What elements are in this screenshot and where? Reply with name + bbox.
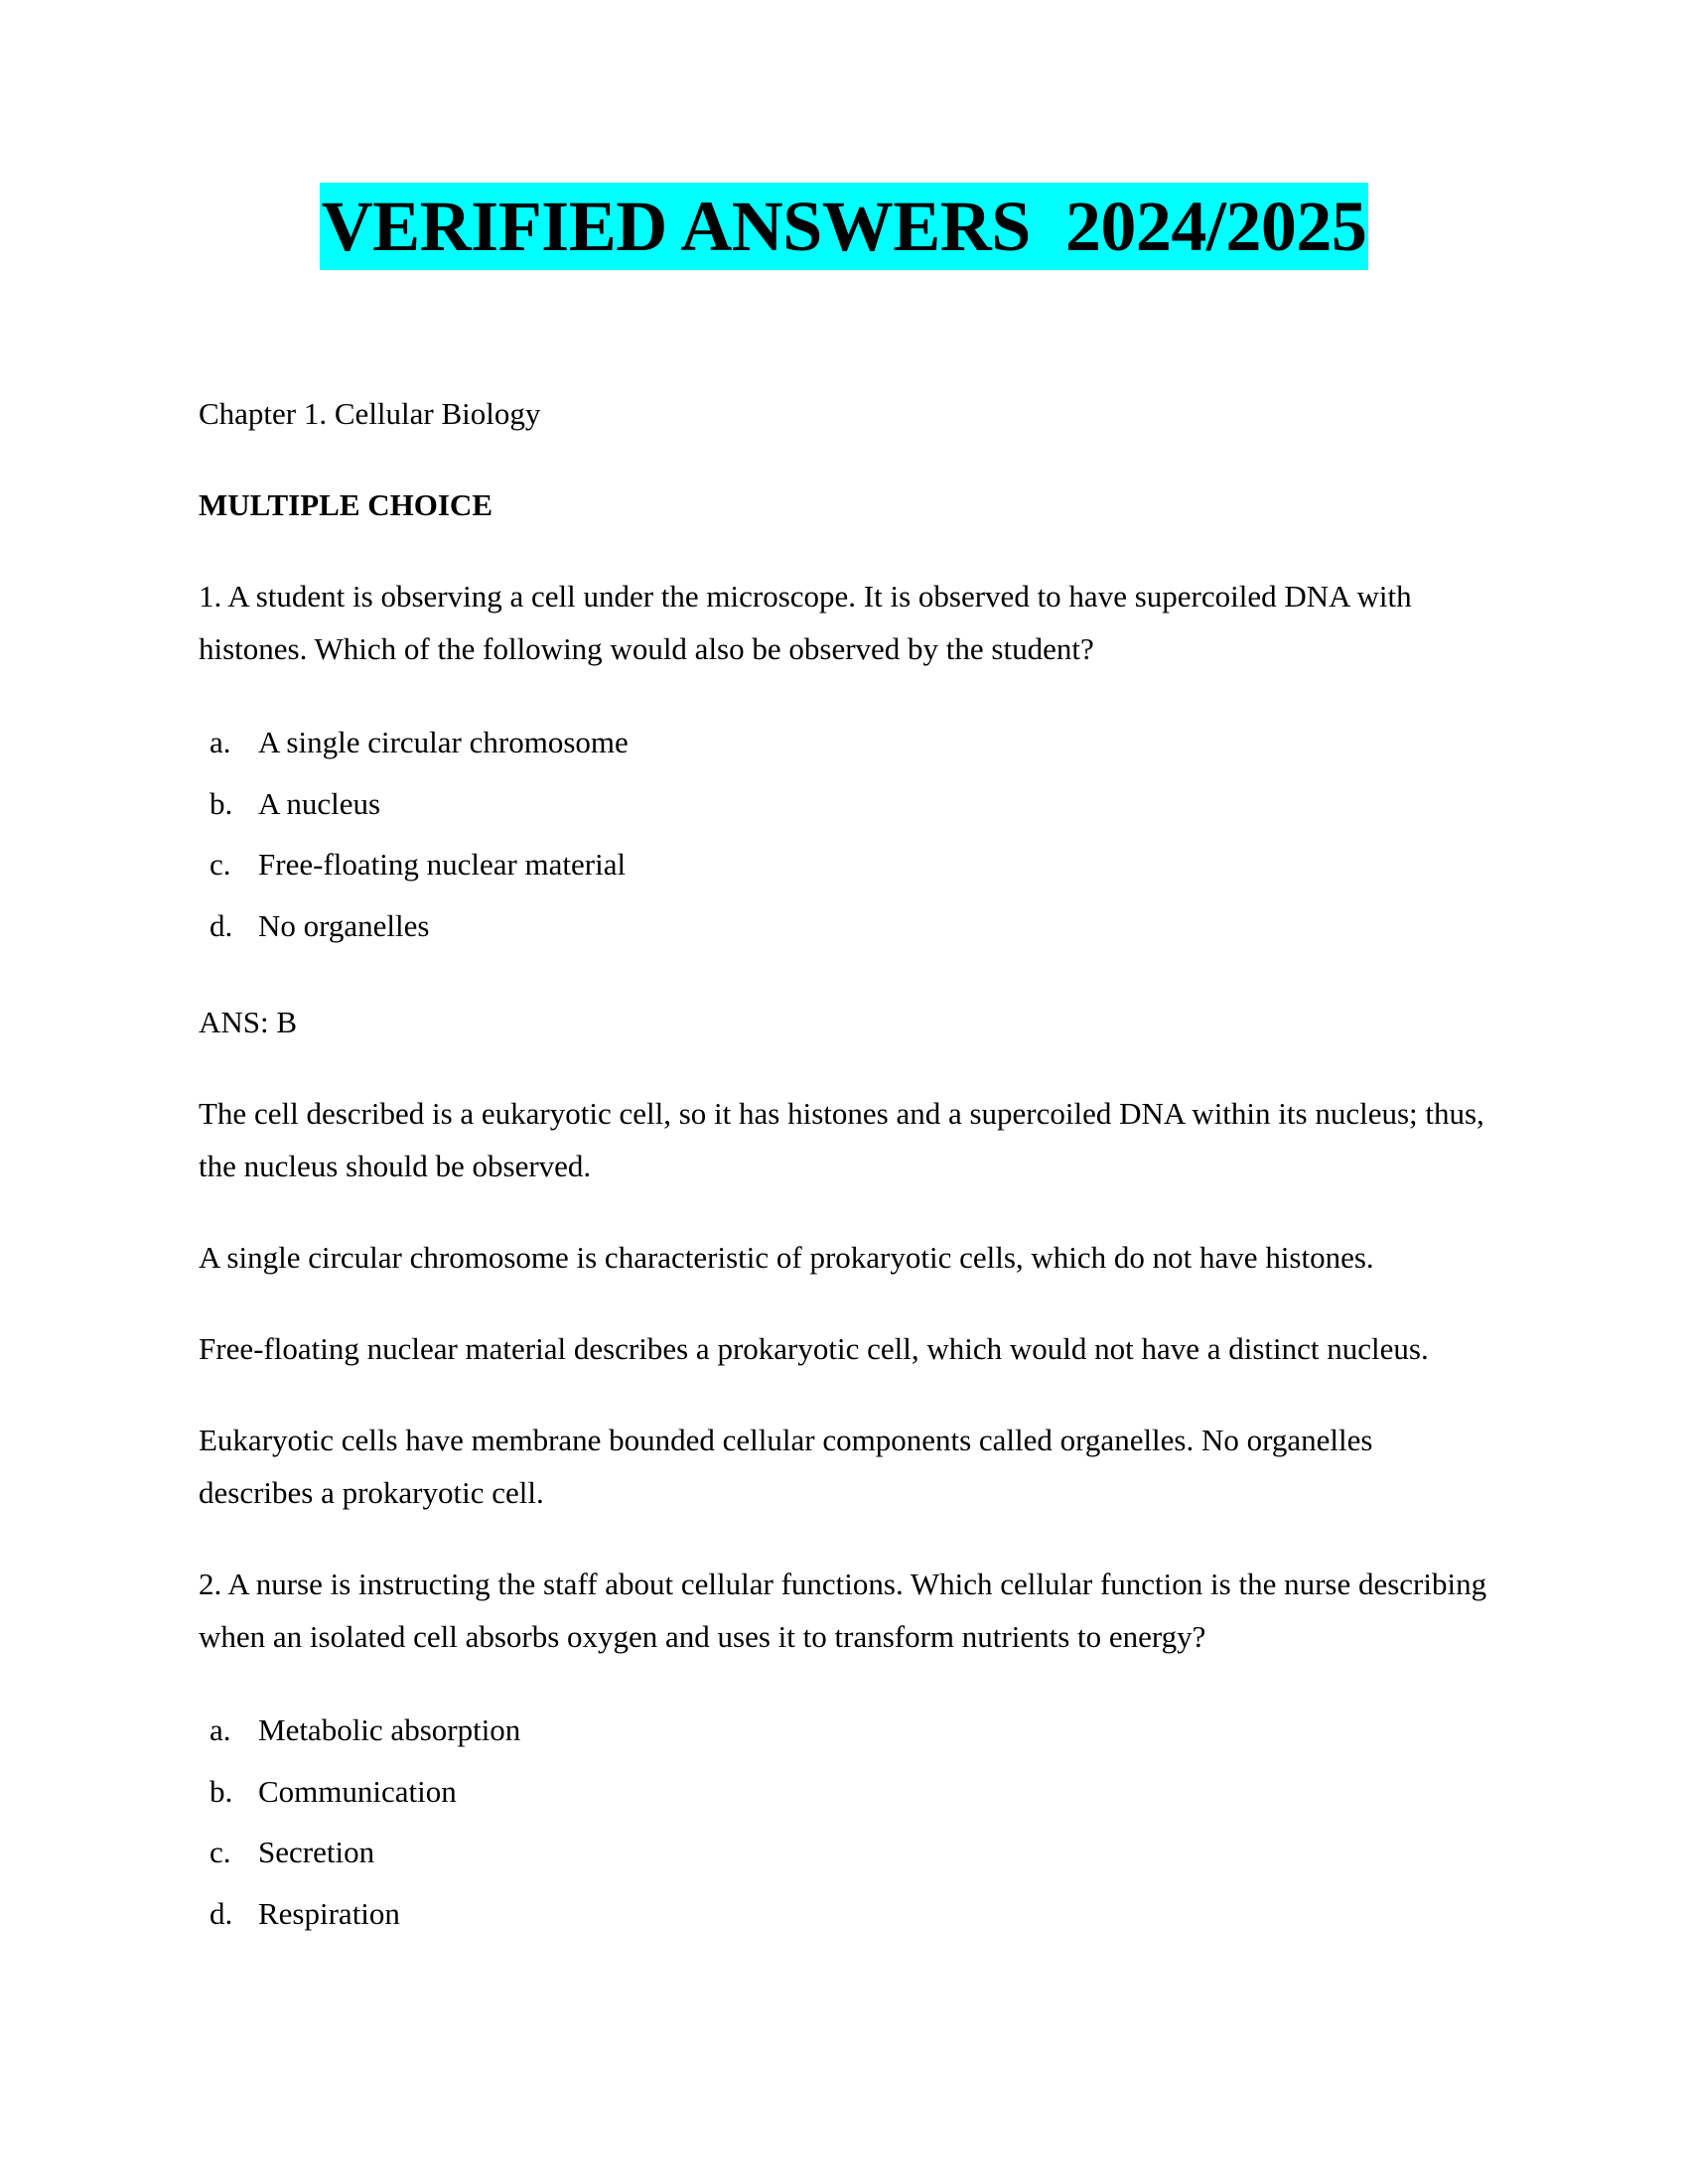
option-item (199, 712, 1489, 773)
option-text: No organelles (258, 907, 430, 943)
explanation-paragraph: Free-floating nuclear material describes a prokaryotic cell, which would not have a distinct nucleus. (199, 1331, 1429, 1366)
option-item (199, 1700, 1489, 1761)
explanation-paragraph: Eukaryotic cells have membrane bounded cellular components called organelles. No organelles describes a prokaryotic cell. (199, 1423, 1373, 1510)
question-1-text: 1. A student is observing a cell under the microscope. It is observed to have supercoiled DNA with histones. Which of the following would also be observed by the student? (199, 579, 1412, 666)
option-item (199, 773, 1489, 835)
option-letter: a. (210, 725, 231, 759)
option-text: Respiration (258, 1895, 400, 1931)
question-2-text: 2. A nurse is instructing the staff about cellular functions. Which cellular function is the nurse describing when an isolated cell absorbs oxygen and uses it to transform nutrients to energy? (199, 1567, 1487, 1654)
option-text: Communication (258, 1773, 457, 1809)
question-2-options (199, 1700, 1489, 1944)
question-1-answer: ANS: B (199, 1005, 298, 1039)
option-item (199, 895, 1489, 957)
option-text: A single circular chromosome (258, 725, 629, 759)
explanation-paragraph: The cell described is a eukaryotic cell, so it has histones and a supercoiled DNA within its nucleus; thus, the nucleus should be observed. (199, 1096, 1484, 1183)
section-heading: MULTIPLE CHOICE (199, 487, 492, 522)
option-letter: b. (210, 785, 233, 821)
option-letter: d. (210, 1895, 233, 1931)
option-text: Free-floating nuclear material (258, 847, 627, 882)
page-title: VERIFIED ANSWERS 2024/2025 (320, 183, 1369, 270)
option-item (199, 1761, 1489, 1823)
document-body (199, 387, 1489, 1983)
question-1-options (199, 712, 1489, 956)
option-text: Secretion (258, 1835, 375, 1869)
title-container (0, 183, 1688, 270)
explanation-paragraph: A single circular chromosome is characteristic of prokaryotic cells, which do not have histones. (199, 1240, 1374, 1275)
option-letter: d. (210, 907, 233, 943)
option-text: Metabolic absorption (258, 1712, 521, 1747)
option-item (199, 834, 1489, 895)
option-letter: a. (210, 1712, 231, 1747)
option-letter: c. (210, 847, 231, 882)
chapter-heading: Chapter 1. Cellular Biology (199, 396, 541, 431)
option-text: A nucleus (258, 785, 381, 821)
option-letter: c. (210, 1835, 231, 1869)
option-item (199, 1822, 1489, 1883)
option-letter: b. (210, 1773, 233, 1809)
option-item (199, 1883, 1489, 1945)
